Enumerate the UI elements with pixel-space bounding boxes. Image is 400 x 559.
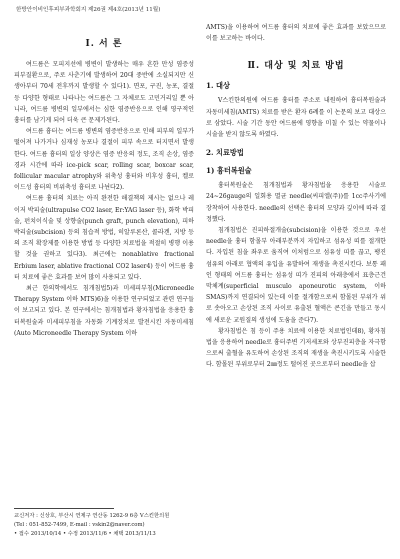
intro-paragraph-3: 여드름 흉터의 치료는 아직 완전한 해결책의 제시는 없으나 레이저 박피술(ultrapulse CO2 laser, Er:YAG laser 등), 화학 박피술, 펀치이식술 및 상향술(punch graft, punch elevation), 피하박리술(subcision) 등의 침습적 방법, 히알루론산, 콜라겐, 지방 등의 조직 확장제를 이용한 방법 등 다양한 치료법을 적절히 병행 이용할 것을 권하고 있다3). 최근에는 nonablative fractional Erbium laser, ablative fractional CO2 laser4) 등이 여드름 흉터 치료에 좋은 효과를 보여 많이 사용되고 있다. bbox=[14, 195, 194, 281]
footnote-author-line: 교신저자 : 신상호, 부산시 연제구 연산동 1262-9 6층 V스킨한의원 bbox=[14, 513, 170, 519]
scar-restoration-heading: 1) 흉터복원술 bbox=[206, 166, 252, 176]
intro-paragraph-4: 최근 한의학에서도 침개침법5)과 미세피부침(Microneedle Therapy System 이하 MTS)6)을 이용한 연구되었고 관련 연구들이 보고되고 있다. 본 연구에서는 침개침법과 황자침법을 응용한 흉터복원술과 미세피부침을 자동화 기계장치로 발전시킨 자동미세침(Auto Microneedle Therapy System 이하 bbox=[14, 285, 194, 337]
footnote-contact-line: (Tel : 051-852-7499, E-mail : vskin2@naver.com) bbox=[14, 522, 145, 528]
footnote-dates-line: • 접수 2013/10/14 • 수정 2013/11/6 • 채택 2013/11/13 bbox=[14, 531, 156, 537]
subject-paragraph: V스킨한의원에 여드름 흉터를 주소로 내원하여 흉터복원술과 자동미세침(AMTS) 치료를 받은 환자 6례를 이 논문의 보고 대상으로 삼았다. 시술 기간 동안 여드름에 영향을 미칠 수 있는 약물이나 시술을 받지 않도록 하였다. bbox=[206, 97, 386, 139]
methods-title: Ⅱ. 대상 및 치료 방법 bbox=[247, 61, 345, 72]
intro-continuation: AMTS)을 이용하여 여드름 흉터의 치료에 좋은 효과를 보았으므로 이를 보고하는 바이다. bbox=[206, 24, 386, 43]
treatment-heading: 2. 치료방법 bbox=[206, 148, 244, 158]
corresponding-author-footnote bbox=[14, 512, 194, 539]
right-column bbox=[206, 22, 386, 371]
intro-paragraph-1: 여드름은 모피지선에 병변이 발생하는 매우 흔한 만성 염증성 피부질환으로, 주로 사춘기에 발생하여 20대 중반에 소실되지만 신생아부터 70세 전후까지 발생할 수 있다1). 면포, 구진, 농포, 결절 등 다양한 형태로 나타나는 여드름은 그 자체로도 고민거리일 뿐 아니라, 여드름 병변의 일부에서는 심한 염증반응으로 인해 영구적인 흉터를 남기게 되어 더욱 큰 문제가된다. bbox=[14, 61, 194, 125]
treatment-paragraph-2: 침개침법은 진피하절개술(subcision)을 이용한 것으로 우선 needle을 흉터 함몰부 아래부분까지 자입하고 섬유성 띠를 절개한다. 자입된 침을 좌우로 움직여 이처럼으로 섬유성 띠를 끊고, 팽진 섬유의 아래로 협액의 유입을 유발하여 재생을 촉진시킨다. 보통 패인 형태의 여드름 흉터는 섬유성 띠가 진피의 아래층에서 표층근건막체계(superficial musculo aponeurotic system, 이하 SMAS)까지 연결되어 있는데 이를 절개함으로써 함몰된 부위가 위로 솟아오고 손상된 조직 사이로 유출된 혈액은 콘긴을 만들고 동시에 새로운 교원질의 생성에 도움을 준다7). bbox=[206, 227, 386, 324]
introduction-title: Ⅰ. 서 론 bbox=[85, 39, 123, 49]
footnote-divider bbox=[14, 508, 114, 509]
running-header: 한방안이비인후피부과학회지 제26권 제4호(2013년 11월) bbox=[16, 7, 161, 13]
left-column bbox=[14, 22, 194, 339]
intro-paragraph-2: 여드름 흉터는 여드름 병변의 염증반응으로 인해 피부의 일부가 떨어져 나가거나 심재성 농포나 결절이 피부 속으로 터지면서 발생한다. 여드름 흉터의 일상 양상은 염증 반응의 정도, 조직 손상, 염증 경과 시간에 따라 ice-pick scar, rolling scar, boxcar scar, follicular macular atrophy와 위축성 흉터와 비후성 흉터, 켈로이드성 흉터의 비위축성 흉터로 나뉜다2). bbox=[14, 128, 194, 192]
subject-heading: 1. 대상 bbox=[206, 81, 230, 91]
treatment-paragraph-3: 황자침법은 침 등이 주용 치료에 이용한 치료법인데8), 황자침법을 응용하여 needle로 흉터주변 기저세포와 상부진피층을 자극함으로써 출혈을 유도하여 손상된 조직의 재생을 촉진시키도록 시술한다. 함몰된 부위로부터 2㎜정도 떨어진 곳으로부터 needle을 삽 bbox=[206, 327, 386, 369]
treatment-paragraph-1: 흉터복원술은 침개침법과 황자침법을 응용한 시술로 24~26gauge의 일회용 멸균 needle(씨피엘(주))를 1cc주사기에 장착하여 사용한다. needle의 선택은 흉터의 모양과 깊이에 따라 결정했다. bbox=[206, 182, 386, 223]
